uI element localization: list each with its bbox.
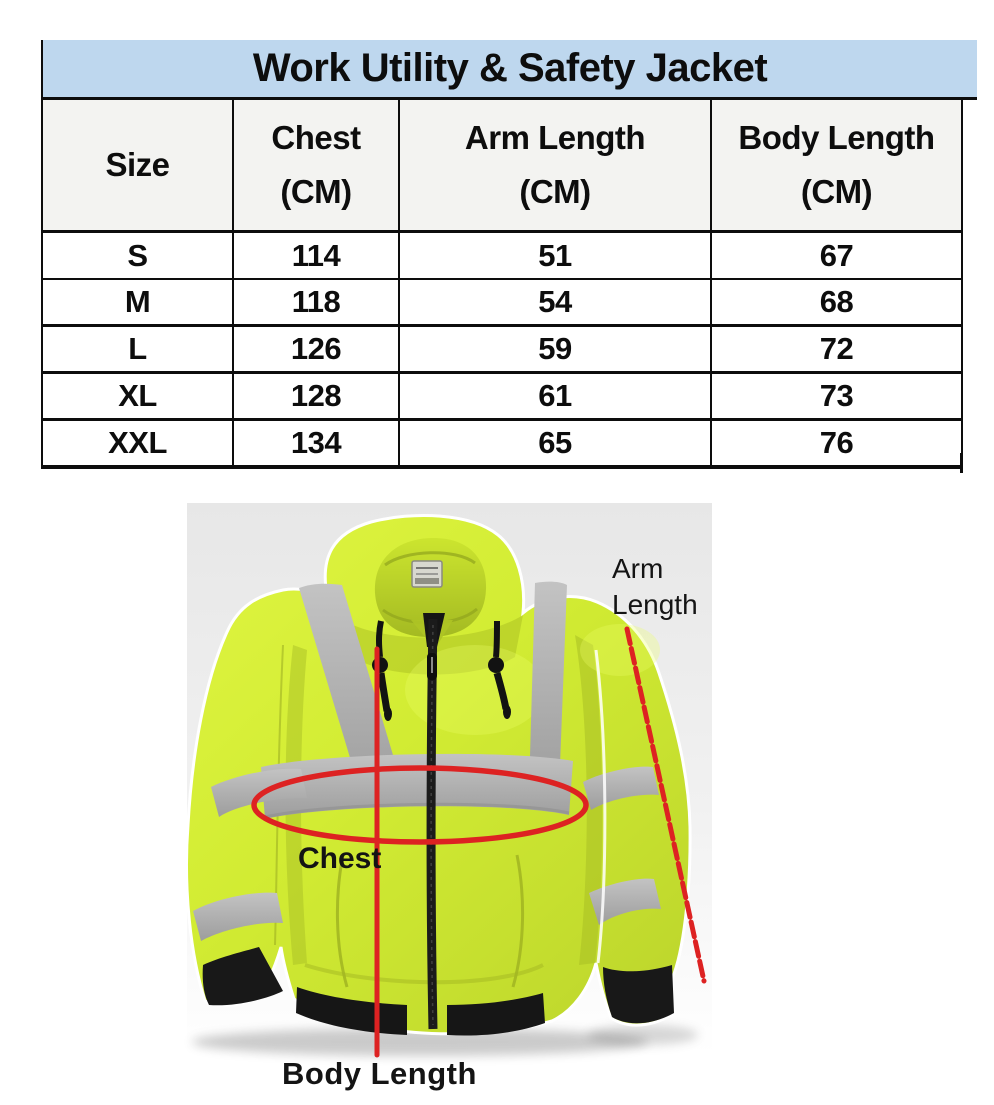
table-cell-body-length: 76 xyxy=(712,421,961,465)
table-cell-size: XL xyxy=(43,374,234,421)
table-cell-size: L xyxy=(43,327,234,374)
table-cell-size: M xyxy=(43,280,234,327)
table-cell-size: S xyxy=(43,233,234,280)
table-title: Work Utility & Safety Jacket xyxy=(252,46,768,90)
body-length-label: Body Length xyxy=(282,1056,477,1091)
right-cuff xyxy=(603,965,674,1023)
table-cell-size: XXL xyxy=(43,421,234,465)
header-size xyxy=(43,100,234,233)
table-cell-body-length: 67 xyxy=(712,233,961,280)
header-body-length xyxy=(712,100,961,233)
header-label: Size xyxy=(105,146,170,183)
table-cell-chest: 128 xyxy=(234,374,400,421)
header-label: Chest xyxy=(271,119,361,156)
neck-tag xyxy=(412,561,442,587)
sleeve-shadow xyxy=(588,1025,698,1045)
table-cell-arm-length: 59 xyxy=(400,327,712,374)
jacket-photo xyxy=(175,495,815,1075)
chest-label: Chest xyxy=(298,842,382,875)
table-cell-body-length: 68 xyxy=(712,280,961,327)
table-cell-body-length: 73 xyxy=(712,374,961,421)
table-cell-arm-length: 61 xyxy=(400,374,712,421)
table-cell-arm-length: 54 xyxy=(400,280,712,327)
table-cell-chest: 118 xyxy=(234,280,400,327)
arm-length-label-line1: Arm xyxy=(612,553,664,584)
table-border-artifact xyxy=(960,453,963,473)
header-label: Arm Length xyxy=(464,119,646,156)
header-unit: (CM) xyxy=(280,173,352,210)
table-cell-chest: 126 xyxy=(234,327,400,374)
table-cell-arm-length: 65 xyxy=(400,421,712,465)
header-unit: (CM) xyxy=(519,173,591,210)
arm-length-label-line2: Length xyxy=(612,589,698,620)
header-unit: (CM) xyxy=(800,173,873,210)
table-cell-body-length: 72 xyxy=(712,327,961,374)
header-chest xyxy=(234,100,400,233)
table-cell-chest: 114 xyxy=(234,233,400,280)
header-label: Body Length xyxy=(738,119,935,156)
header-arm-length xyxy=(400,100,712,233)
size-table xyxy=(41,100,963,469)
table-cell-arm-length: 51 xyxy=(400,233,712,280)
table-title-band xyxy=(41,40,977,100)
table-cell-chest: 134 xyxy=(234,421,400,465)
arm-length-label xyxy=(612,551,698,623)
